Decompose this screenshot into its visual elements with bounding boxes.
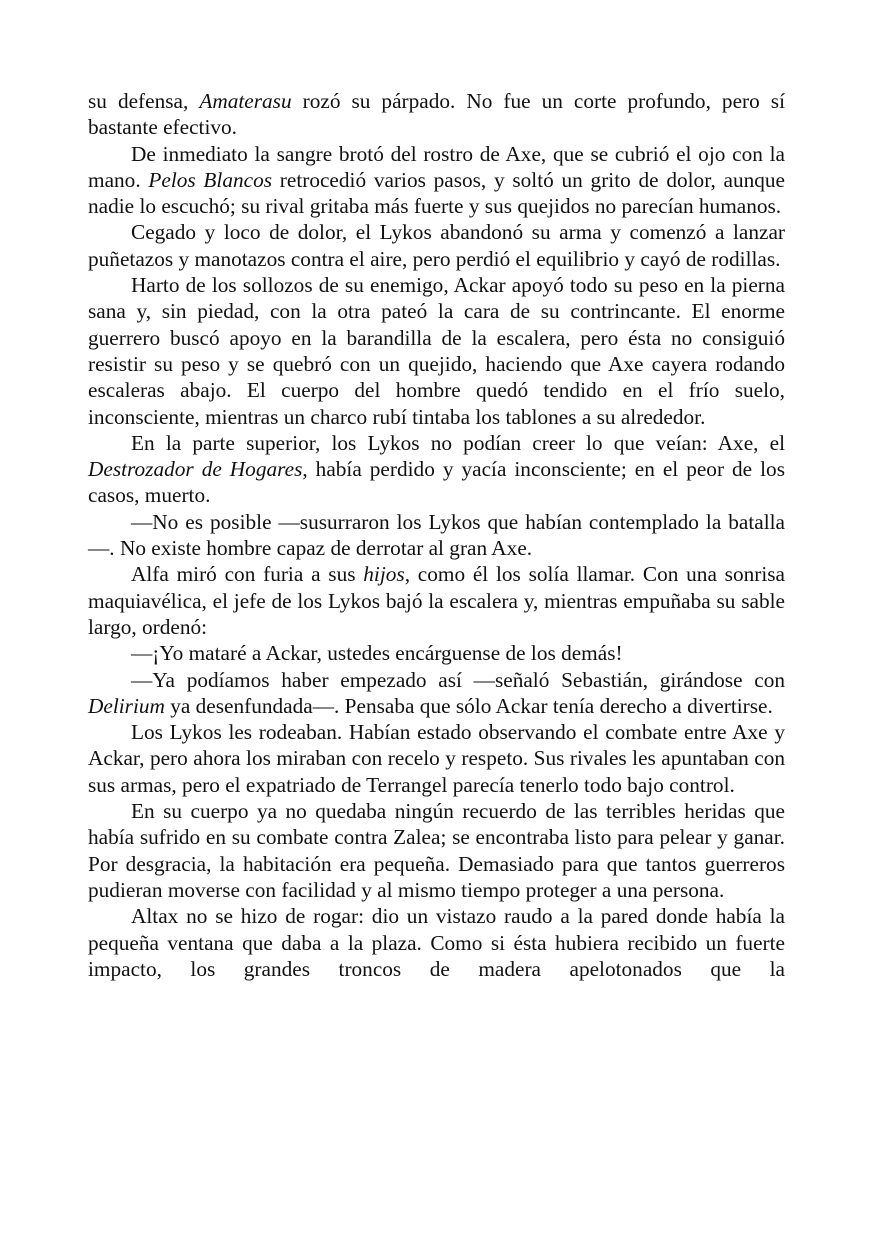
text-run: retrocedió varios pasos, y soltó un grito de dolor, aunque nadie lo escuchó; su rival gritaba más fuerte y sus quejidos no parecían humanos. (88, 167, 785, 219)
italic-text: hijos (363, 562, 405, 587)
italic-text: Amaterasu (199, 89, 292, 113)
text-run: Altax no se hizo de rogar: dio un vistazo raudo a la pared donde había la pequeña ventana que daba a la plaza. Como si ésta hubiera recibido un fuerte impacto, los grandes troncos de madera apelotonados que la (88, 904, 785, 981)
paragraph (88, 903, 785, 982)
text-run: Los Lykos les rodeaban. Habían estado observando el combate entre Axe y Ackar, pero ahora los miraban con recelo y respeto. Sus rivales les apuntaban con sus armas, pero el expatriado de Terrangel parecía tenerlo todo bajo control. (88, 720, 785, 797)
paragraph (88, 667, 785, 720)
text-run: , había perdido y yacía inconsciente; en el peor de los casos, muerto. (88, 457, 785, 508)
paragraph (88, 719, 785, 798)
text-run: ya desenfundada—. Pensaba que sólo Ackar tenía derecho a divertirse. (164, 693, 773, 718)
paragraph (88, 88, 785, 141)
text-run: En la parte superior, los Lykos no podían creer lo que veían: Axe, el (131, 430, 785, 455)
text-run: De inmediato la sangre brotó del rostro de Axe, que se cubrió el ojo con la mano. (88, 141, 785, 192)
paragraph (88, 219, 785, 272)
text-run: —¡Yo mataré a Ackar, ustedes encárguense de los demás! (131, 641, 623, 666)
paragraph (88, 561, 785, 640)
page-body (88, 88, 785, 982)
text-run: —No es posible —susurraron los Lykos que habían contemplado la batalla—. No existe hombre capaz de derrotar al gran Axe. (88, 509, 785, 561)
text-run: , como él los solía llamar. Con una sonrisa maquiavélica, el jefe de los Lykos bajó la escalera y, mientras empuñaba su sable largo, ordenó: (88, 562, 785, 639)
italic-text: Delirium (88, 693, 165, 718)
italic-text: Pelos Blancos (148, 167, 273, 192)
paragraph (88, 272, 785, 430)
paragraph (88, 509, 785, 562)
text-run: Cegado y loco de dolor, el Lykos abandonó su arma y comenzó a lanzar puñetazos y manotazos contra el aire, pero perdió el equilibrio y cayó de rodillas. (88, 220, 785, 271)
paragraph (88, 141, 785, 220)
italic-text: Destrozador de Hogares (88, 457, 303, 482)
text-run: Harto de los sollozos de su enemigo, Ackar apoyó todo su peso en la pierna sana y, sin piedad, con la otra pateó la cara de su contrincante. El enorme guerrero buscó apoyo en la barandilla de la escalera, pero ésta no consiguió resistir su peso y se quebró con un quejido, haciendo que Axe cayera rodando escaleras abajo. El cuerpo del hombre quedó tendido en el frío suelo, inconsciente, mientras un charco rubí tintaba los tablones a su alrededor. (88, 273, 785, 429)
text-run: —Ya podíamos haber empezado así —señaló Sebastián, girándose con (131, 667, 785, 692)
text-run: Alfa miró con furia a sus (131, 562, 364, 587)
text-run: su defensa, (88, 89, 200, 113)
text-run: En su cuerpo ya no quedaba ningún recuerdo de las terribles heridas que había sufrido en su combate contra Zalea; se encontraba listo para pelear y ganar. Por desgracia, la habitación era pequeña. Demasiado para que tantos guerreros pudieran moverse con facilidad y al mismo tiempo proteger a una persona. (88, 799, 785, 902)
paragraph (88, 430, 785, 509)
paragraph (88, 640, 785, 666)
text-run: rozó su párpado. No fue un corte profundo, pero sí bastante efectivo. (88, 89, 785, 140)
paragraph (88, 798, 785, 903)
